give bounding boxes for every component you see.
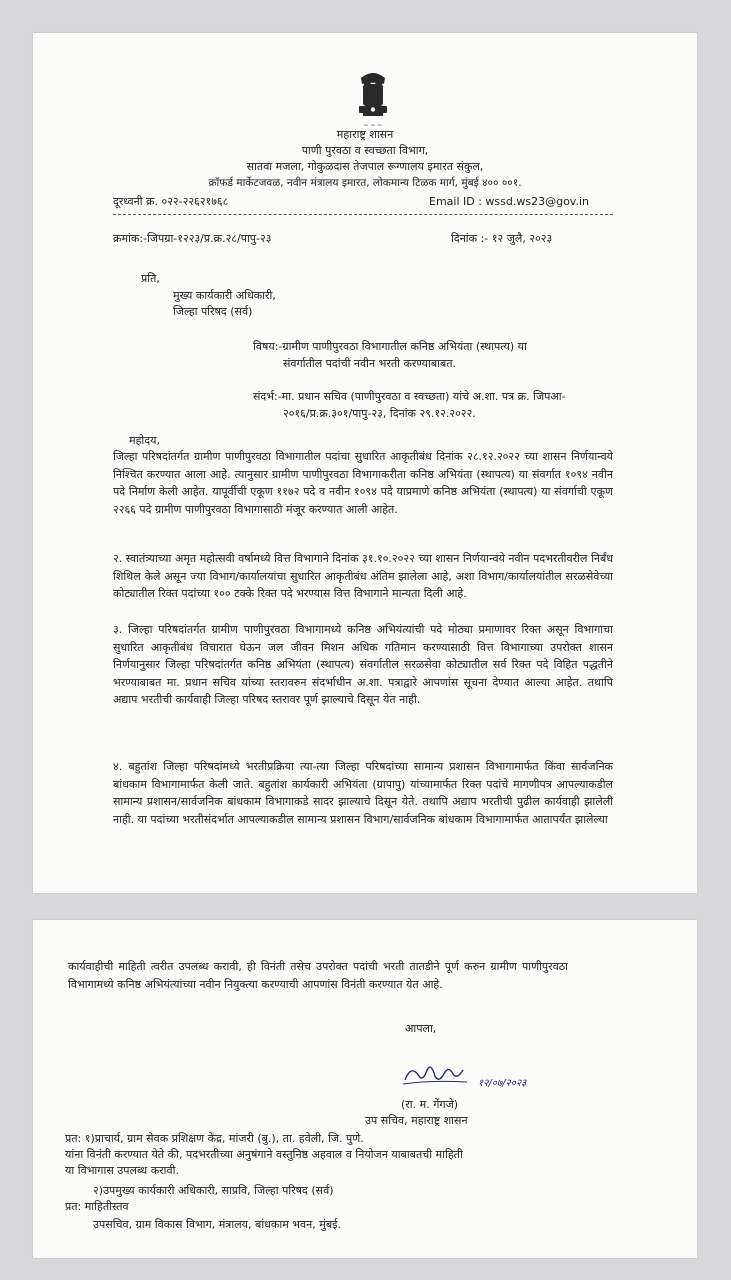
letter-page-1 [33, 33, 697, 893]
paragraph-4: ४. बहुतांश जिल्हा परिषदांमध्ये भरतीप्रक्रिया त्या-त्या जिल्हा परिषदांच्या सामान्य प्रशासन विभागामार्फत किंवा सार्वजनिक बांधकाम विभागामार्फत केली जाते. बहुतांश कार्यकारी अभियंता (ग्रापापु) यांच्यामार्फत रिक्त पदांचे मागणीपत्र आपल्याकडील सामान्य प्रशासन/सार्वजनिक बांधकाम विभागाकडे सादर झाल्याचे दिसून येते. तथापि अद्याप भरतीची पुढील कार्यवाही झालेली नाही. या पदांच्या भरतीसंदर्भात आपल्याकडील सामान्य प्रशासन विभाग/सार्वजनिक बांधकाम विभागामार्फत आतापर्यंत झालेल्या [113, 760, 613, 826]
address-line-2: क्रॉफर्ड मार्केटजवळ, नवीन मंत्रालय इमारत, लोकमान्य टिळक मार्ग, मुंबई ४०० ००१. [208, 177, 522, 189]
email-id: Email ID : wssd.ws23@gov.in [429, 195, 589, 208]
reference-line-2: २०१६/प्र.क्र.३०१/पापु-२३, दिनांक २९.१२.२०२२. [283, 407, 476, 420]
letter-date: दिनांक :- १२ जुलै, २०२३ [451, 232, 553, 245]
closing: आपला, [405, 1022, 437, 1035]
signatory-title: उप सचिव, महाराष्ट्र शासन [365, 1114, 468, 1127]
subject-line-2: संवर्गातील पदांची नवीन भरती करण्याबाबत. [283, 357, 457, 370]
paragraph-3: ३. जिल्हा परिषदांतर्गत ग्रामीण पाणीपुरवठा विभागामध्ये कनिष्ठ अभियंत्यांची पदे मोठ्या प्रमाणावर रिक्त असून विभागाचा सुधारित आकृतीबंध विचारात घेऊन जल जीवन मिशन अधिक गतिमान करण्यासाठी वित्त विभागाच्या उपरोक्त शासन निर्णयानुसार जिल्हा परिषदांतर्गत कनिष्ठ अभियंता (स्थापत्य) संवर्गातील सरळसेवा कोट्यातील सर्व रिक्त पदे विहित पद्धतीने भरण्याबाबत मा. प्रधान सचिव यांच्या स्तरावरुन संदर्भाधीन अ.शा. पत्राद्वारे आपणांस सूचना देण्यात आल्या आहेत. तथापि अद्याप भरतीची कार्यवाही जिल्हा परिषद स्तरावर पूर्ण झाल्याचे दिसून येत नाही. [113, 623, 613, 706]
svg-text:~ ~ ~: ~ ~ ~ [363, 122, 383, 129]
signatory-name: (रा. म. गेंगजे) [401, 1098, 459, 1111]
addressee-line-2: जिल्हा परिषद (सर्व) [173, 305, 253, 318]
addressee-prati: प्रति, [141, 272, 160, 285]
letter-page-2 [33, 920, 697, 1258]
copy-recipient-2: २)उपमुख्य कार्यकारी अधिकारी, साप्रवि, जिल्हा परिषद (सर्व) [93, 1184, 334, 1197]
copy-recipient-3: उपसचिव, ग्राम विकास विभाग, मंत्रालय, बांधकाम भवन, मुंबई. [93, 1218, 342, 1231]
govt-name: महाराष्ट्र शासन [336, 128, 394, 141]
subject-line-1: विषय:-ग्रामीण पाणीपुरवठा विभागातील कनिष्ठ अभियंता (स्थापत्य) या [253, 340, 527, 353]
copy-1-note-line-2: या विभागास उपलब्ध करावी. [65, 1164, 179, 1177]
continuation-paragraph: कार्यवाहीची माहिती त्वरीत उपलब्ध करावी, ही विनंती तसेच उपरोक्त पदांची भरती तातडीने पूर्ण करुन ग्रामीण पाणीपुरवठा विभागामध्ये कनिष्ठ अभियंत्यांच्या नवीन नियुक्त्या करण्याची आपणांस विनंती करण्यात येत आहे. [68, 960, 568, 991]
reference-number: क्रमांक:-जिपग्रा-१२२३/प्र.क्र.२८/पापु-२३ [113, 232, 272, 245]
paragraph-2: २. स्वातंत्र्याच्या अमृत महोत्सवी वर्षामध्ये वित्त विभागाने दिनांक ३१.१०.२०२२ च्या शासन निर्णयान्वये नवीन पदभरतीवरील निर्बंध शिथिल केले असून ज्या विभाग/कार्यालयांचा सुधारित आकृतीबंध अंतिम झालेला आहे, अशा विभाग/कार्यालयांतील सरळसेवेच्या कोट्यातील रिक्त पदांच्या १०० टक्के रिक्त पदे भरण्यास वित्त विभागाने मान्यता दिली आहे. [113, 552, 613, 600]
addressee-line-1: मुख्य कार्यकारी अधिकारी, [173, 289, 276, 302]
reference-line-1: संदर्भ:-मा. प्रधान सचिव (पाणीपुरवठा व स्वच्छता) यांचे अ.शा. पत्र क्र. जिपआ- [253, 390, 566, 403]
copy-for-info-label: प्रत: माहितीस्तव [65, 1200, 129, 1213]
department-name: पाणी पुरवठा व स्वच्छता विभाग, [301, 144, 429, 157]
salutation: महोदय, [129, 434, 160, 447]
copy-recipient-1: प्रत: १)प्राचार्य, ग्राम सेवक प्रशिक्षण केंद्र, मांजरी (बु.), ता. हवेली, जि. पुणे. [65, 1132, 364, 1145]
phone-number: दूरध्वनी क्र. ०२२-२२६२१७६८ [113, 195, 229, 208]
header-divider [113, 214, 613, 215]
signature-date: १२/०७/२०२३ [478, 1078, 527, 1089]
copy-1-note-line-1: यांना विनंती करण्यात येते की, पदभरतीच्या अनुषंगाने वस्तुनिष्ठ अहवाल व नियोजन याबाबतची माहिती [65, 1148, 463, 1161]
paragraph-1: जिल्हा परिषदांतर्गत ग्रामीण पाणीपुरवठा विभागातील पदांचा सुधारित आकृतीबंध दिनांक २८.१२.२०२२ च्या शासन निर्णयान्वये निश्चित करण्यात आला आहे. त्यानुसार ग्रामीण पाणीपुरवठा विभागाकरीता कनिष्ठ अभियंता (स्थापत्य) या संवर्गात १०९४ नवीन पदे निर्माण केली आहेत. यापूर्वीची एकूण ११७२ पदे व नवीन १०९४ पदे याप्रमाणे कनिष्ठ अभियंता (स्थापत्य) या संवर्गाची एकूण २२६६ पदे ग्रामीण पाणीपुरवठा विभागासाठी मंजूर करण्यात आली आहेत. [113, 450, 613, 516]
state-emblem-icon [351, 68, 395, 130]
address-line-1: सातवा मजला, गोकुळदास तेजपाल रूग्णालय इमारत संकुल, [246, 160, 484, 173]
